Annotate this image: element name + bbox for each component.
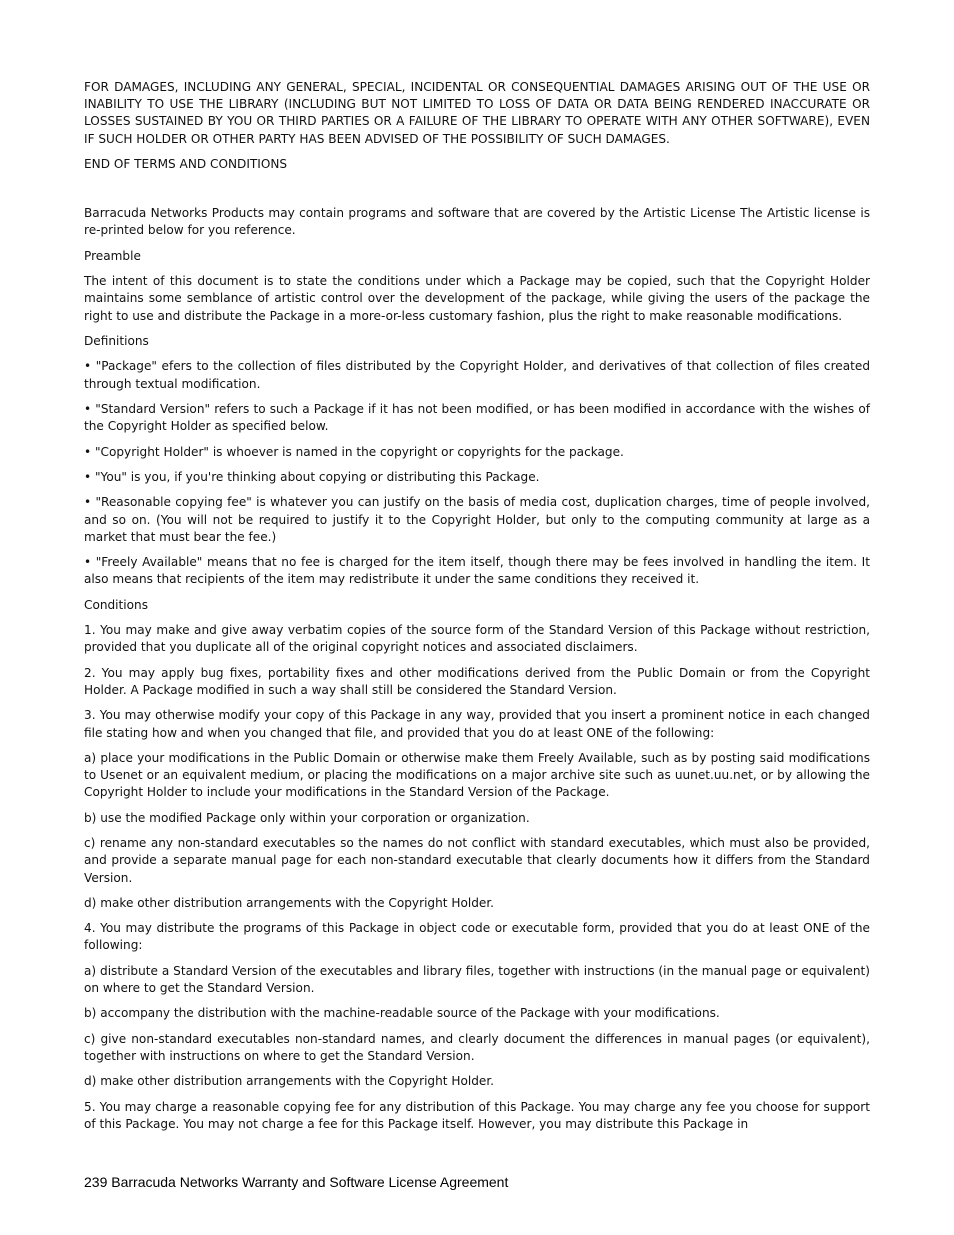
condition-4a: a) distribute a Standard Version of the executables and library files, together with instructions (in the manual page or equivalent) on where to get the Standard Version. bbox=[84, 963, 870, 996]
condition-3b: b) use the modified Package only within your corporation or organization. bbox=[84, 810, 530, 825]
condition-4c: c) give non-standard executables non-standard names, and clearly document the differences in manual pages (or equivalent), together with instructions on where to get the Standard Version. bbox=[84, 1031, 870, 1064]
condition-3d: d) make other distribution arrangements with the Copyright Holder. bbox=[84, 895, 495, 910]
condition-3c: c) rename any non-standard executables so the names do not conflict with standard executables, which must also be provided, and provide a separate manual page for each non-standard executable that clearly documents how it differs from the Standard Version. bbox=[84, 836, 870, 885]
damages-disclaimer-paragraph: FOR DAMAGES, INCLUDING ANY GENERAL, SPECIAL, INCIDENTAL OR CONSEQUENTIAL DAMAGES ARISING OUT OF THE USE OR INABILITY TO USE THE LIBRARY (INCLUDING BUT NOT LIMITED TO LOSS OF DATA OR DATA BEING RENDERED INACCURATE OR LOSSES SUSTAINED BY YOU OR THIRD PARTIES OR A FAILURE OF THE LIBRARY TO OPERATE WITH ANY OTHER SOFTWARE), EVEN IF SUCH HOLDER OR OTHER PARTY HAS BEEN ADVISED OF THE POSSIBILITY OF SUCH DAMAGES. bbox=[84, 80, 870, 146]
condition-4b: b) accompany the distribution with the machine-readable source of the Package with your modifications. bbox=[84, 1006, 720, 1021]
condition-3a: a) place your modifications in the Public Domain or otherwise make them Freely Available, such as by posting said modifications to Usenet or an equivalent medium, or placing the modifications on a major archive site such as uunet.uu.net, or by allowing the Copyright Holder to include your modifications in the Standard Version of the Package. bbox=[84, 750, 870, 800]
document-body bbox=[84, 79, 870, 1141]
conditions-heading: Conditions bbox=[84, 597, 149, 612]
preamble-heading: Preamble bbox=[84, 248, 141, 263]
condition-4d: d) make other distribution arrangements with the Copyright Holder. bbox=[84, 1074, 495, 1089]
definition-you: • "You" is you, if you're thinking about copying or distributing this Package. bbox=[84, 469, 540, 484]
end-of-terms-line: END OF TERMS AND CONDITIONS bbox=[84, 157, 288, 171]
page-footer: 239 Barracuda Networks Warranty and Software License Agreement bbox=[84, 1174, 509, 1190]
condition-3: 3. You may otherwise modify your copy of this Package in any way, provided that you insert a prominent notice in each changed file stating how and when you changed that file, and provided that you do at least ONE of the following: bbox=[84, 708, 870, 740]
preamble-paragraph: The intent of this document is to state the conditions under which a Package may be copied, such that the Copyright Holder maintains some semblance of artistic control over the development of the package, while giving the users of the package the right to use and distribute the Package in a more-or-less customary fashion, plus the right to make reasonable modifications. bbox=[84, 274, 870, 323]
condition-1: 1. You may make and give away verbatim copies of the source form of the Standard Version of this Package without restriction, provided that you duplicate all of the original copyright notices and associated disclaimers. bbox=[84, 623, 870, 655]
definition-reasonable-copying-fee: • "Reasonable copying fee" is whatever you can justify on the basis of media cost, duplication charges, time of people involved, and so on. (You will not be required to justify it to the Copyright Holder, but only to the computing community at large as a market that must bear the fee.) bbox=[84, 495, 870, 544]
definitions-heading: Definitions bbox=[84, 333, 149, 348]
artistic-license-intro-paragraph: Barracuda Networks Products may contain programs and software that are covered by the Artistic License The Artistic license is re-printed below for you reference. bbox=[84, 206, 870, 238]
definition-copyright-holder: • "Copyright Holder" is whoever is named in the copyright or copyrights for the package. bbox=[84, 444, 624, 459]
definition-standard-version: • "Standard Version" refers to such a Package if it has not been modified, or has been modified in accordance with the wishes of the Copyright Holder as specified below. bbox=[84, 401, 870, 434]
condition-5: 5. You may charge a reasonable copying fee for any distribution of this Package. You may charge any fee you choose for support of this Package. You may not charge a fee for this Package itself. However, you may distribute this Package in bbox=[84, 1099, 870, 1132]
definition-package: • "Package" efers to the collection of files distributed by the Copyright Holder, and derivatives of that collection of files created through textual modification. bbox=[84, 359, 870, 391]
condition-2: 2. You may apply bug fixes, portability fixes and other modifications derived from the Public Domain or from the Copyright Holder. A Package modified in such a way shall still be considered the Standard Version. bbox=[84, 665, 870, 697]
definition-freely-available: • "Freely Available" means that no fee is charged for the item itself, though there may be fees involved in handling the item. It also means that recipients of the item may redistribute it under the same conditions they received it. bbox=[84, 555, 870, 587]
condition-4: 4. You may distribute the programs of this Package in object code or executable form, provided that you do at least ONE of the following: bbox=[84, 921, 870, 953]
